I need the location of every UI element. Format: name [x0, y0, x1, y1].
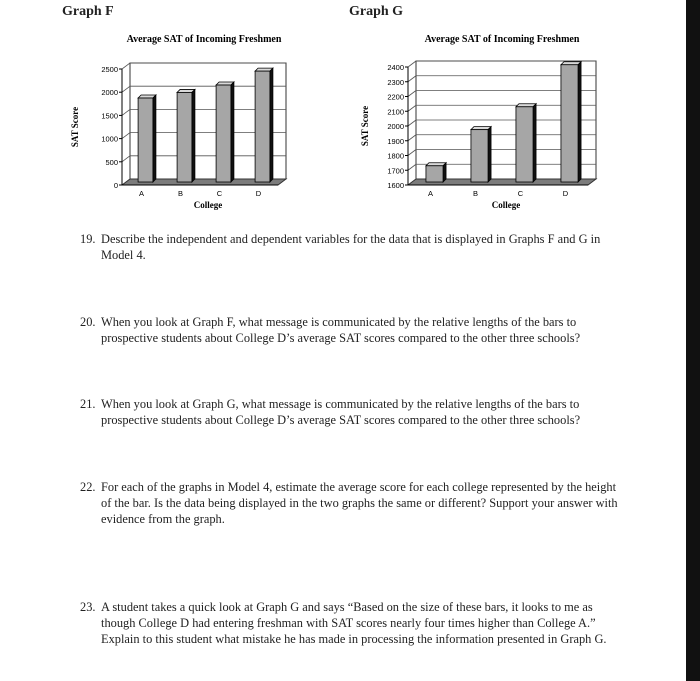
chart-title: Average SAT of Incoming Freshmen: [126, 34, 282, 45]
x-tick-label: B: [472, 189, 479, 198]
gridline-side: [408, 150, 416, 156]
y-tick-label: 1000: [101, 134, 118, 144]
bar: [138, 98, 153, 182]
y-tick-label: 2500: [101, 65, 118, 74]
question-number: 20.: [80, 315, 96, 329]
page-edge-shadow: [686, 0, 700, 681]
question-text: For each of the graphs in Model 4, estimate the average score for each college represented by the height of the bar. Is the data being displayed in the two graphs the same or different? Support your answer with evidence from the graph.: [101, 480, 618, 526]
graph-g-chart: [348, 28, 618, 223]
bar-side: [488, 127, 491, 182]
question-number: 21.: [80, 397, 96, 411]
graph-g-title: Graph G: [349, 4, 404, 19]
question-22: [80, 479, 620, 527]
gridline-side: [408, 120, 416, 126]
gridline-side: [408, 135, 416, 141]
x-tick-label: A: [138, 189, 145, 198]
question-number: 22.: [80, 480, 96, 494]
y-tick-label: 1500: [101, 111, 118, 121]
bar-side: [231, 82, 234, 182]
question-number: 23.: [80, 600, 96, 614]
question-text: A student takes a quick look at Graph G and says “Based on the size of these bars, it looks to me as though College D had entering freshman with SAT scores nearly four times higher than College A.” Explain to this student what mistake he has made in processing the information presented in Graph G.: [101, 600, 607, 646]
x-axis-label: College: [491, 200, 521, 210]
y-tick-label: 500: [105, 157, 118, 167]
x-axis-label: College: [193, 200, 223, 210]
x-tick-label: C: [216, 189, 223, 198]
bar-side: [153, 95, 156, 182]
x-tick-label: B: [177, 189, 184, 198]
y-tick-label: 2200: [387, 92, 404, 102]
y-tick-label: 2000: [387, 122, 404, 131]
question-number: 19.: [80, 232, 96, 246]
x-tick-label: D: [562, 189, 569, 198]
bar-side: [443, 163, 446, 182]
gridline-side: [408, 76, 416, 82]
graph-f-title: Graph F: [62, 4, 114, 19]
x-tick-label: C: [517, 189, 524, 198]
gridline-side: [122, 109, 130, 115]
bar-side: [270, 68, 273, 182]
gridline-side: [122, 86, 130, 92]
y-tick-label: 1800: [387, 151, 404, 161]
y-tick-label: 1600: [387, 181, 404, 190]
bar: [516, 107, 533, 182]
y-tick-label: 2400: [387, 63, 404, 72]
y-tick-label: 0: [113, 181, 118, 190]
bar-side: [533, 104, 536, 182]
question-23: [80, 599, 620, 647]
gridline-side: [408, 91, 416, 97]
question-20: [80, 314, 620, 346]
y-tick-label: 2300: [387, 77, 404, 87]
bar: [177, 92, 192, 182]
chart-title: Average SAT of Incoming Freshmen: [424, 34, 580, 45]
question-21: [80, 396, 620, 428]
gridline-side: [408, 164, 416, 170]
gridline-side: [122, 133, 130, 139]
bar: [561, 65, 578, 182]
gridline-side: [408, 105, 416, 111]
question-text: When you look at Graph G, what message is communicated by the relative lengths of the bars to prospective students about College D’s average SAT scores compared to the other three schools?: [101, 397, 581, 427]
x-tick-label: D: [255, 189, 262, 198]
y-tick-label: 2100: [387, 107, 404, 117]
bar-side: [192, 89, 195, 182]
question-text: When you look at Graph F, what message is communicated by the relative lengths of the bars to prospective students about College D’s average SAT scores compared to the other three schools?: [101, 315, 581, 345]
bar: [216, 85, 231, 182]
y-tick-label: 2000: [101, 88, 118, 98]
y-tick-label: 1900: [387, 136, 404, 146]
gridline-side: [122, 63, 130, 69]
graph-f-chart: [60, 28, 320, 223]
question-text: Describe the independent and dependent variables for the data that is displayed in Graphs F and G in Model 4.: [101, 232, 601, 262]
gridline-side: [122, 156, 130, 162]
bar: [471, 130, 488, 182]
bar: [426, 166, 443, 182]
bar: [255, 71, 270, 182]
question-19: [80, 231, 620, 263]
x-tick-label: A: [427, 189, 434, 198]
gridline-side: [408, 61, 416, 67]
bar-side: [578, 62, 581, 182]
y-axis-label: SAT Score: [70, 106, 80, 148]
y-axis-label: SAT Score: [360, 105, 370, 147]
y-tick-label: 1700: [387, 166, 404, 176]
